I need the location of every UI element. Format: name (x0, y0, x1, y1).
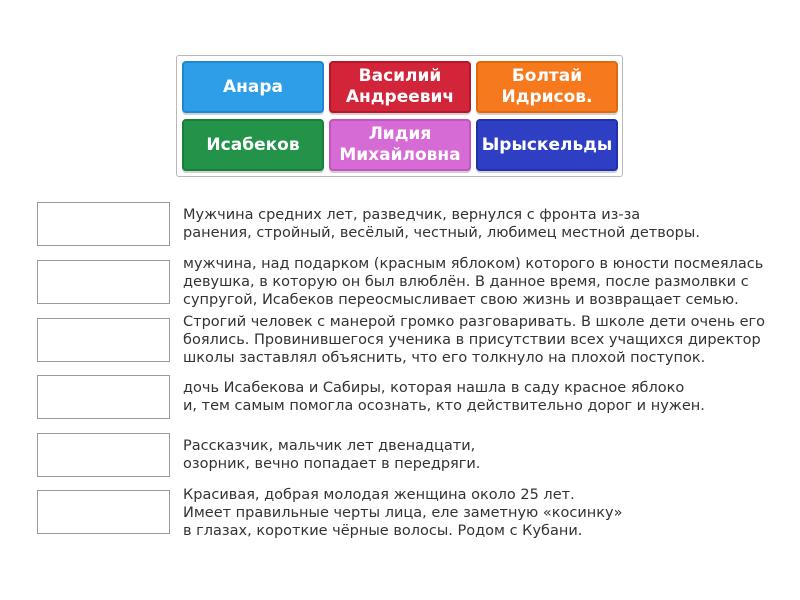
drop-zone-1[interactable] (37, 202, 170, 246)
tile-boltay-idrisov[interactable] (476, 61, 618, 113)
tile-label: Лидия Михайловна (339, 124, 461, 165)
tile-label: Василий Андреевич (345, 66, 455, 107)
description-2: мужчина, над подарком (красным яблоком) которого в юности посмеялась девушка, в которую он был влюблён. В данное время, после размолвки с супругой, Исабеков переосмысливает свою жизнь и возвращает семью. (183, 256, 764, 308)
description-3: Строгий человек с манерой громко разговаривать. В школе дети очень его боялись. Провинившегося ученика в присутствии всех учащихся директор школы заставлял объяснить, что его толкнуло на плохой поступок. (183, 314, 766, 366)
tile-anara[interactable] (182, 61, 324, 113)
drop-zone-6[interactable] (37, 490, 170, 534)
tile-isabekov[interactable] (182, 119, 324, 171)
tile-label: Ырыскельды (481, 134, 613, 155)
tile-label: Болтай Идрисов. (501, 66, 593, 107)
answer-tiles-panel (176, 55, 623, 177)
tile-vasiliy-andreevich[interactable] (329, 61, 471, 113)
drop-zone-4[interactable] (37, 375, 170, 419)
drop-zone-2[interactable] (37, 260, 170, 304)
tile-yryskeldy[interactable] (476, 119, 618, 171)
description-4: дочь Исабекова и Сабиры, которая нашла в саду красное яблоко и, тем самым помогла осознать, кто действительно дорог и нужен. (183, 380, 705, 414)
drop-zone-3[interactable] (37, 318, 170, 362)
drop-zone-5[interactable] (37, 433, 170, 477)
description-5: Рассказчик, мальчик лет двенадцати, озорник, вечно попадает в передряги. (183, 438, 481, 472)
tile-label: Исабеков (206, 134, 300, 155)
tile-lidiya-mikhaylovna[interactable] (329, 119, 471, 171)
description-6: Красивая, добрая молодая женщина около 25 лет. Имеет правильные черты лица, еле заметную «косинку» в глазах, короткие чёрные волосы. Родом с Кубани. (183, 487, 623, 539)
tile-label: Анара (222, 76, 283, 97)
description-1: Мужчина средних лет, разведчик, вернулся с фронта из-за ранения, стройный, весёлый, честный, любимец местной детворы. (183, 207, 700, 241)
